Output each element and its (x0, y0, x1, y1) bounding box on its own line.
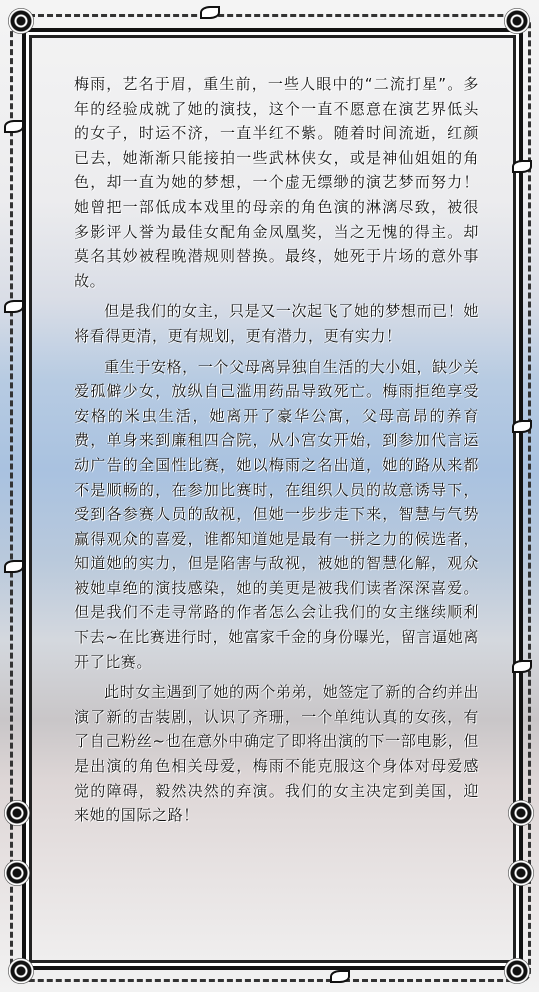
leaf-icon (330, 970, 350, 983)
side-rose-icon (508, 800, 534, 826)
leaf-icon (512, 660, 532, 673)
corner-rose-icon (8, 8, 34, 34)
leaf-icon (4, 560, 24, 573)
leaf-icon (200, 6, 220, 19)
side-rose-icon (508, 860, 534, 886)
leaf-icon (4, 120, 24, 133)
leaf-icon (512, 420, 532, 433)
article-body (74, 72, 479, 834)
leaf-icon (4, 300, 24, 313)
side-rose-icon (4, 860, 30, 886)
paragraph-2: 但是我们的女主，只是又一次起飞了她的梦想而已！她将看得更清，更有规划，更有潜力，更有实力！ (74, 302, 479, 345)
corner-rose-icon (504, 958, 530, 984)
paragraph-4: 此时女主遇到了她的两个弟弟，她签定了新的合约并出演了新的古装剧，认识了齐珊，一个单纯认真的女孩，有了自己粉丝~也在意外中确定了即将出演的下一部电影，但是出演的角色相关母爱，梅雨不能克服这个身体对母爱感觉的障碍，毅然决然的弃演。我们的女主决定到美国，迎来她的国际之路！ (74, 683, 479, 825)
corner-rose-icon (8, 958, 34, 984)
leaf-icon (512, 160, 532, 173)
paragraph-3: 重生于安格，一个父母离异独自生活的大小姐，缺少关爱孤僻少女，放纵自己滥用药品导致死亡。梅雨拒绝享受安格的米虫生活，她离开了豪华公寓，父母高昂的养育费，单身来到廉租四合院，从小宫女开始，到参加代言运动广告的全国性比赛，她以梅雨之名出道，她的路从来都不是顺畅的，在参加比赛时，在组织人员的故意诱导下，受到各参赛人员的敌视，但她一步步走下来，智慧与气势赢得观众的喜爱，谁都知道她是最有一拼之力的候选者，知道她的实力，但是陷害与敌视，被她的智慧化解，观众被她卓绝的演技感染，她的美更是被我们读者深深喜爱。但是我们不走寻常路的作者怎么会让我们的女主继续顺利下去~在比赛进行时，她富家千金的身份曝光，留言逼她离开了比赛。 (74, 357, 479, 671)
side-rose-icon (4, 800, 30, 826)
paragraph-1: 梅雨，艺名于眉，重生前，一些人眼中的“二流打星”。多年的经验成就了她的演技，这个一直不愿意在演艺界低头的女子，时运不济，一直半红不紫。随着时间流逝，红颜已去，她渐渐只能接拍一些武林侠女，或是神仙姐姐的角色，却一直为她的梦想，一个虚无缥缈的演艺梦而努力！她曾把一部低成本戏里的母亲的角色演的淋漓尽致，被很多影评人誉为最佳女配角金凤凰奖，当之无愧的得主。却莫名其妙被程晚潜规则替换。最终，她死于片场的意外事故。 (74, 75, 479, 290)
corner-rose-icon (504, 8, 530, 34)
